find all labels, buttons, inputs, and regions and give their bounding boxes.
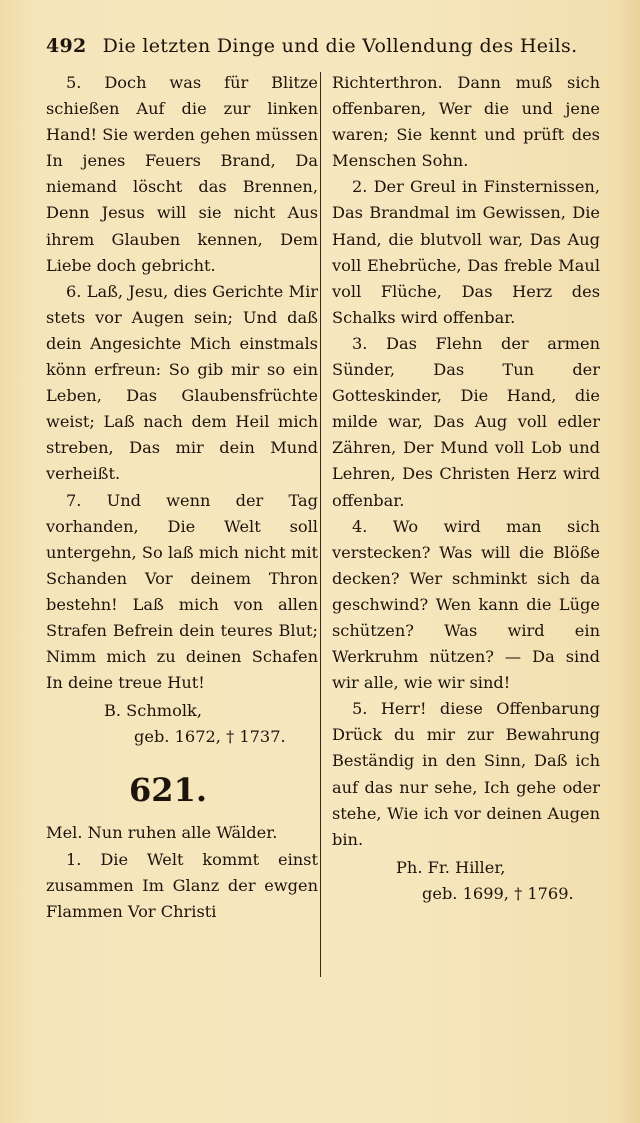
- hymn-verse: 7. Und wenn der Tag vorhanden, Die Welt soll untergehn, So laß mich nicht mit Schanden Vor deinem Thron bestehn! Laß mich von allen Strafen Befrein dein teures Blut; Nimm mich zu deinen Schafen In deine treue Hut!: [46, 490, 318, 693]
- running-title: Die letzten Dinge und die Vollendung des Heils.: [102, 35, 578, 57]
- page-number: 492: [46, 35, 87, 57]
- hymn-verse: 1. Die Welt kommt einst zusammen Im Glanz der ewgen Flammen Vor Christi: [46, 849, 318, 921]
- hymn-verse: 2. Der Greul in Finsternissen, Das Brandmal im Gewissen, Die Hand, die blutvoll war, Das Aug voll Ehebrüche, Das freble Maul voll Flüche, Das Herz des Schalks wird offenbar.: [332, 177, 600, 327]
- page-header: [46, 30, 606, 62]
- hymn-verse: 4. Wo wird man sich verstecken? Was will die Blöße decken? Wer schminkt sich da geschwind? Wen kann die Lüge schützen? Was wird ein Werkruhm nützen? — Da sind wir alle, wie wir sind!: [332, 516, 600, 693]
- author-dates: geb. 1699, † 1769.: [422, 883, 574, 903]
- hymn-number: 621.: [129, 771, 207, 810]
- hymn-verse: 6. Laß, Jesu, dies Gerichte Mir stets vor Augen sein; Und daß dein Angesichte Mich einstmals könn erfreun: So gib mir so ein Leben, Das Glaubensfrüchte weist; Laß nach dem Heil mich streben, Das mir dein Mund verheißt.: [46, 281, 318, 484]
- hymn-verse: 5. Doch was für Blitze schießen Auf die zur linken Hand! Sie werden gehen müssen In jenes Feuers Brand, Da niemand löscht das Brennen, Denn Jesus will sie nicht Aus ihrem Glauben kennen, Dem Liebe doch gebricht.: [46, 73, 318, 275]
- author-signature: [332, 855, 600, 907]
- author-dates: geb. 1672, † 1737.: [134, 727, 286, 747]
- author-name: B. Schmolk,: [104, 701, 202, 721]
- melody-line: Mel. Nun ruhen alle Wälder.: [46, 823, 278, 843]
- column-divider: [320, 72, 321, 977]
- left-column: [46, 70, 318, 925]
- author-name: Ph. Fr. Hiller,: [396, 857, 506, 877]
- hymn-verse: 3. Das Flehn der armen Sünder, Das Tun der Gotteskinder, Die Hand, die milde war, Das Aug voll edler Zähren, Der Mund voll Lob und Lehren, Des Christen Herz wird offenbar.: [332, 333, 600, 510]
- author-signature: [46, 698, 318, 750]
- hymn-verse: 5. Herr! diese Offenbarung Drück du mir zur Bewahrung Beständig in den Sinn, Daß ich auf das nur sehe, Ich gehe oder stehe, Wie ich vor deinen Augen bin.: [332, 699, 600, 849]
- verse-continuation: Richterthron. Dann muß sich offenbaren, Wer die und jene waren; Sie kennt und prüft des Menschen Sohn.: [332, 73, 600, 171]
- right-column: [332, 70, 600, 907]
